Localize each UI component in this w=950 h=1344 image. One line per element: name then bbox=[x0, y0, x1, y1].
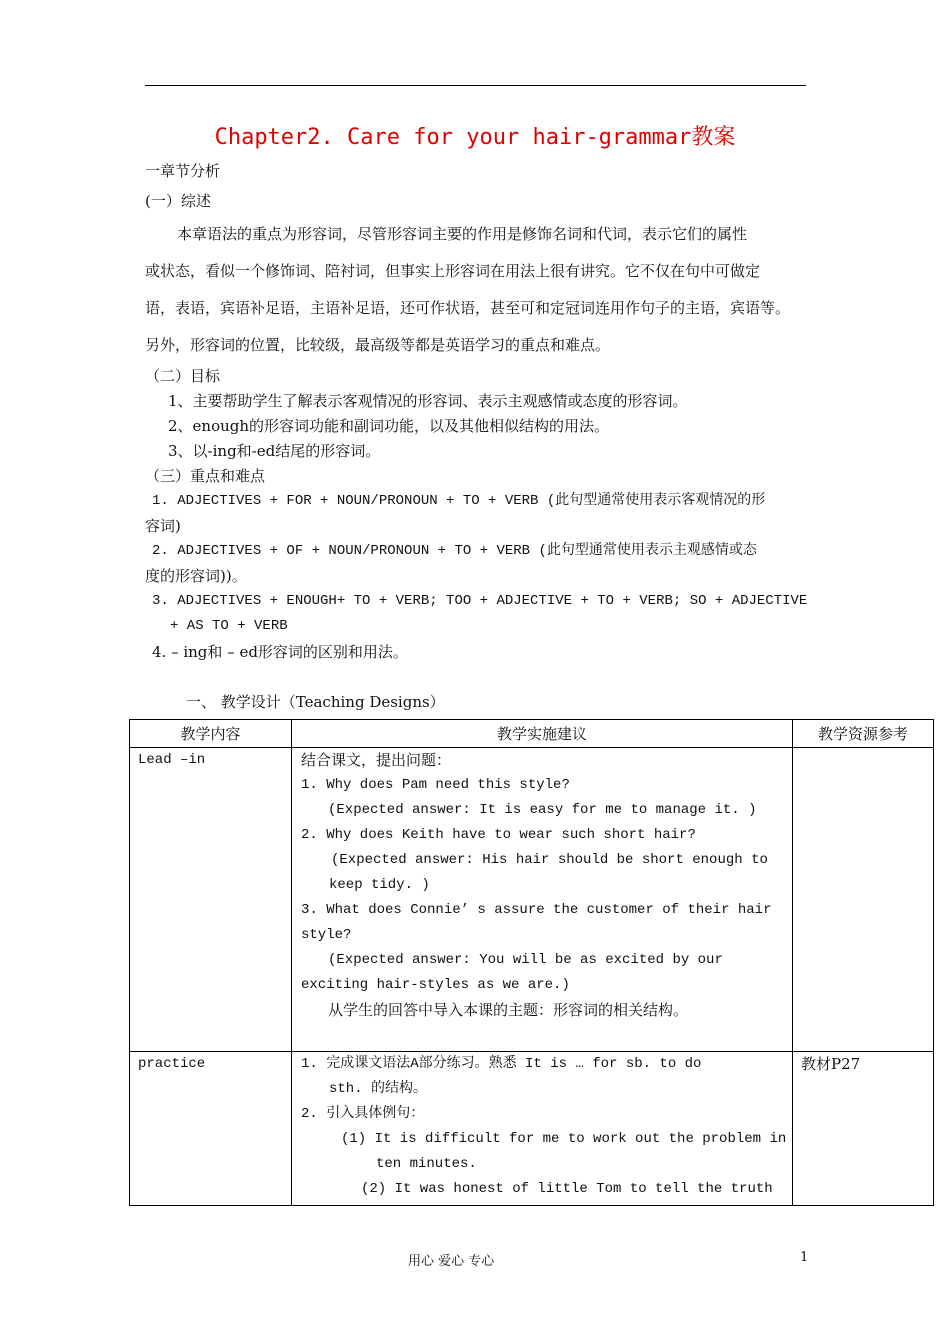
cell-text: 2. Why does Keith have to wear such short hair? bbox=[301, 827, 696, 843]
table-row bbox=[130, 748, 934, 1052]
goals-heading: （二）目标 bbox=[145, 367, 221, 385]
cell-text: (2) It was honest of little Tom to tell the truth bbox=[361, 1181, 773, 1197]
key-point: 容词) bbox=[145, 517, 181, 535]
overview-line: 本章语法的重点为形容词，尽管形容词主要的作用是修饰名词和代词，表示它们的属性 bbox=[177, 225, 748, 243]
cell-text: style? bbox=[301, 927, 352, 943]
footer-motto: 用心 爱心 专心 bbox=[408, 1254, 495, 1269]
column-header: 教学实施建议 bbox=[292, 720, 793, 748]
cell-text: 2. 引入具体例句： bbox=[301, 1106, 425, 1122]
cell-text: 1. Why does Pam need this style? bbox=[301, 777, 570, 793]
teaching-design-table bbox=[129, 719, 934, 1206]
goal-item: 3、以-ing和-ed结尾的形容词。 bbox=[168, 442, 381, 460]
content-cell bbox=[130, 748, 292, 1052]
overview-line: 或状态，看似一个修饰词、陪衬词，但事实上形容词在用法上很有讲究。它不仅在句中可做定 bbox=[145, 262, 761, 280]
goal-item: 2、enough的形容词功能和副词功能，以及其他相似结构的用法。 bbox=[168, 417, 610, 435]
cell-text: (Expected answer: You will be as excited by our bbox=[328, 952, 723, 968]
cell-text: (Expected answer: It is easy for me to manage it. ) bbox=[328, 802, 757, 818]
key-point: 4. – ing和 – ed形容词的区别和用法。 bbox=[152, 643, 408, 661]
cell-text: (1) It is difficult for me to work out the problem in bbox=[341, 1131, 787, 1147]
cell-text: 教材P27 bbox=[801, 1055, 861, 1073]
table-row bbox=[130, 1052, 934, 1206]
cell-text: practice bbox=[138, 1056, 206, 1072]
column-header: 教学内容 bbox=[130, 720, 292, 748]
key-heading: （三）重点和难点 bbox=[145, 467, 266, 485]
overview-line: 语，表语，宾语补足语，主语补足语，还可作状语，甚至可和定冠词连用作句子的主语，宾语等。 bbox=[145, 299, 791, 317]
key-point: 度的形容词))。 bbox=[145, 567, 247, 585]
header-rule bbox=[145, 85, 806, 86]
cell-text: keep tidy. ) bbox=[329, 877, 430, 893]
key-point: 1. ADJECTIVES + FOR + NOUN/PRONOUN + TO + VERB (此句型通常使用表示客观情况的形 bbox=[152, 493, 766, 509]
column-header: 教学资源参考 bbox=[793, 720, 934, 748]
cell-text: ten minutes. bbox=[376, 1156, 477, 1172]
page-number: 1 bbox=[800, 1250, 809, 1265]
overview-paragraph bbox=[145, 221, 815, 369]
cell-text: (Expected answer: His hair should be short enough to bbox=[331, 852, 768, 868]
resource-cell bbox=[793, 1052, 934, 1206]
resource-cell bbox=[793, 748, 934, 1052]
key-point: 2. ADJECTIVES + OF + NOUN/PRONOUN + TO + VERB (此句型通常使用表示主观感情或态 bbox=[152, 543, 757, 559]
document-title: Chapter2. Care for your hair-grammar教案 bbox=[214, 125, 736, 150]
cell-text: 结合课文，提出问题： bbox=[301, 751, 452, 769]
table-header-row bbox=[130, 720, 934, 748]
overview-line: 另外，形容词的位置，比较级，最高级等都是英语学习的重点和难点。 bbox=[145, 336, 611, 354]
key-point: 3. ADJECTIVES + ENOUGH+ TO + VERB; TOO + ADJECTIVE + TO + VERB; SO + ADJECTIVE bbox=[152, 593, 808, 609]
overview-heading: (一）综述 bbox=[145, 192, 211, 210]
suggestion-cell bbox=[292, 1052, 793, 1206]
cell-text: sth. 的结构。 bbox=[329, 1081, 428, 1097]
design-heading: 一、 教学设计（Teaching Designs） bbox=[186, 693, 445, 711]
cell-text: Lead –in bbox=[138, 752, 206, 768]
key-point: + AS TO + VERB bbox=[170, 618, 288, 634]
cell-text: 3. What does Connie’ s assure the customer of their hair bbox=[301, 902, 772, 918]
suggestion-cell bbox=[292, 748, 793, 1052]
cell-text bbox=[793, 748, 933, 773]
section-heading: 一章节分析 bbox=[145, 162, 221, 180]
cell-text: exciting hair-styles as we are.) bbox=[301, 977, 570, 993]
goal-item: 1、主要帮助学生了解表示客观情况的形容词、表示主观感情或态度的形容词。 bbox=[168, 392, 688, 410]
content-cell bbox=[130, 1052, 292, 1206]
cell-text: 1. 完成课文语法A部分练习。熟悉 It is … for sb. to do bbox=[301, 1056, 702, 1072]
cell-text: 从学生的回答中导入本课的主题：形容词的相关结构。 bbox=[328, 1001, 689, 1019]
